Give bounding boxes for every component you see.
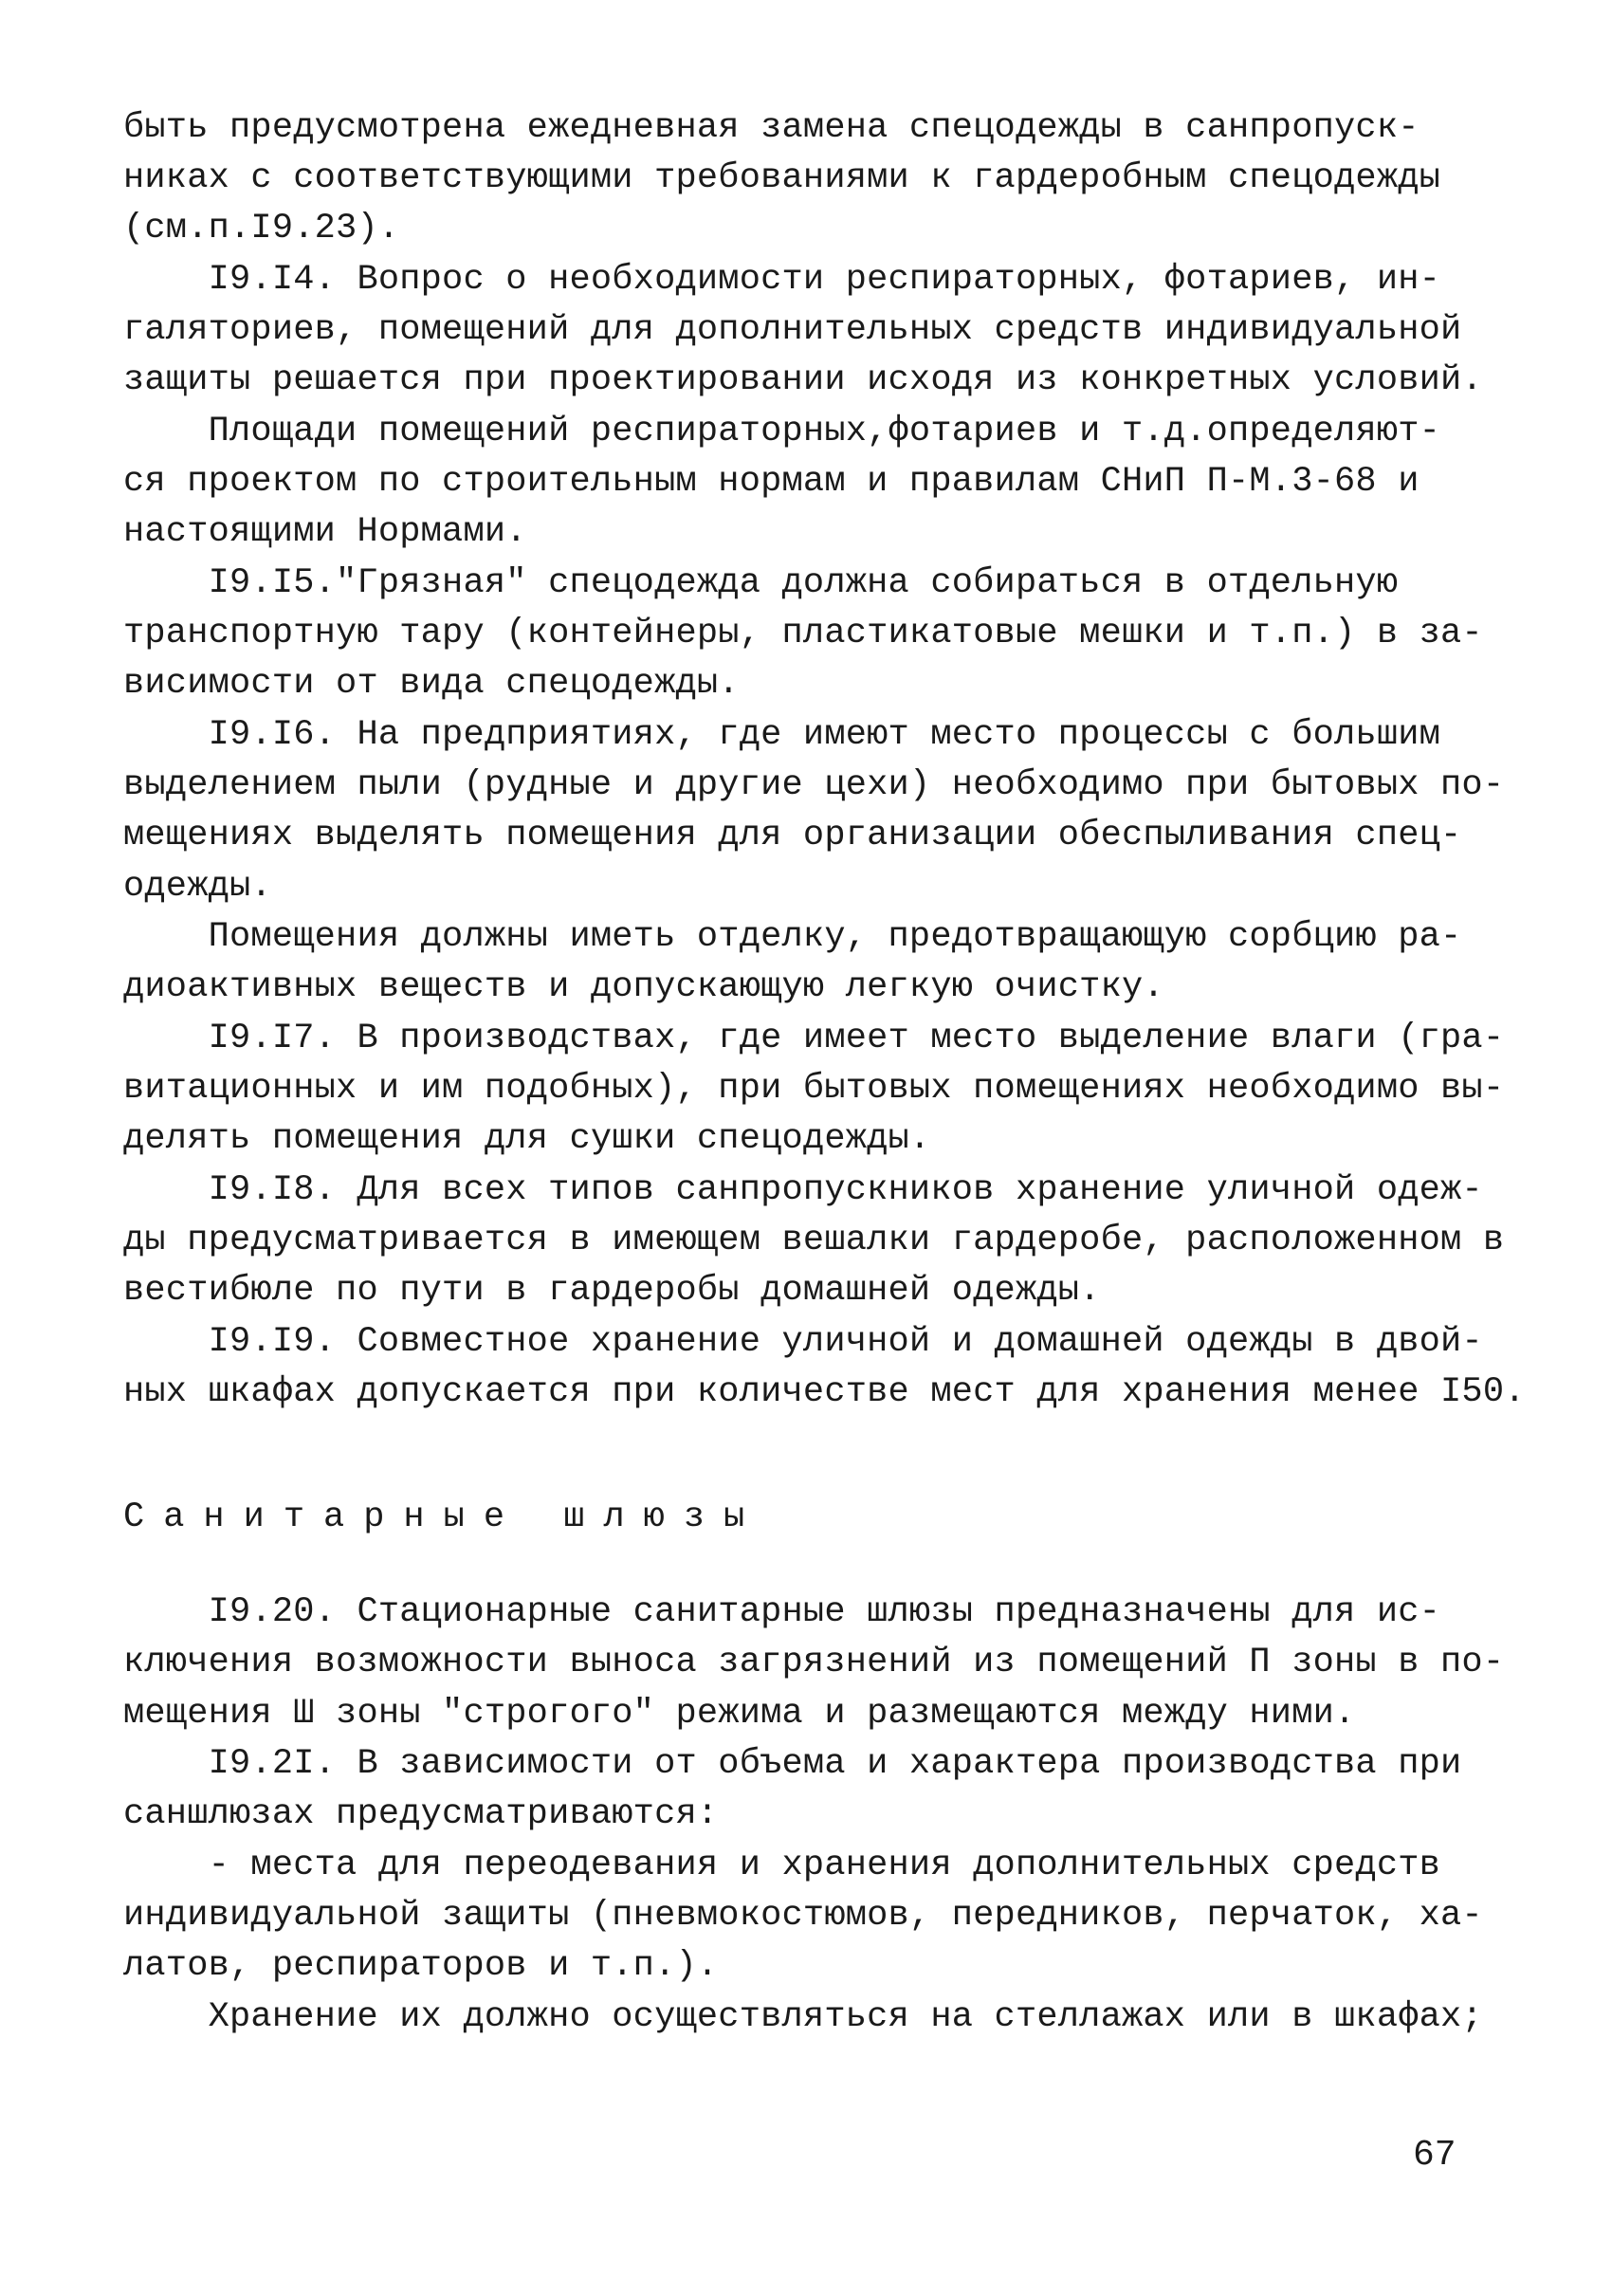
text-line: Помещения должны иметь отделку, предотвращающую сорбцию ра- (123, 917, 1462, 957)
text-line: галяториев, помещений для дополнительных средств индивидуальной (123, 310, 1462, 350)
text-line: витационных и им подобных), при бытовых помещениях необходимо вы- (123, 1069, 1505, 1109)
text-line: мещения Ш зоны "строгого" режима и размещаются между ними. (123, 1694, 1356, 1734)
text-line: делять помещения для сушки спецодежды. (123, 1119, 931, 1159)
text-line: настоящими Нормами. (123, 512, 527, 552)
text-line: ных шкафах допускается при количестве мест для хранения менее I50. (123, 1372, 1526, 1412)
text-line: I9.I6. На предприятиях, где имеют место процессы с большим (123, 715, 1441, 755)
text-line: I9.I7. В производствах, где имеет место выделение влаги (гра- (123, 1019, 1505, 1058)
text-line: одежды. (123, 867, 272, 907)
text-line: быть предусмотрена ежедневная замена спецодежды в санпропуск- (123, 108, 1420, 148)
text-line: (см.п.I9.23). (123, 209, 400, 248)
text-line: мещениях выделять помещения для организации обеспыливания спец- (123, 816, 1462, 855)
text-line: саншлюзах предусматриваются: (123, 1794, 719, 1834)
page-number: 67 (1413, 2135, 1456, 2176)
text-line: транспортную тару (контейнеры, пластикатовые мешки и т.п.) в за- (123, 614, 1483, 653)
text-line: I9.I4. Вопрос о необходимости респираторных, фотариев, ин- (123, 260, 1441, 300)
text-line: диоактивных веществ и допускающую легкую очистку. (123, 967, 1164, 1007)
text-line: защиты решается при проектировании исходя из конкретных условий. (123, 360, 1483, 400)
text-line: висимости от вида спецодежды. (123, 664, 740, 704)
section-heading: Санитарные шлюзы (123, 1497, 764, 1537)
text-line: I9.I8. Для всех типов санпропускников хранение уличной одеж- (123, 1170, 1483, 1210)
text-line: ды предусматривается в имеющем вешалки гардеробе, расположенном в (123, 1221, 1505, 1260)
text-line: ключения возможности выноса загрязнений из помещений П зоны в по- (123, 1643, 1505, 1682)
text-line: - места для переодевания и хранения дополнительных средств (123, 1846, 1441, 1885)
text-line: I9.I9. Совместное хранение уличной и домашней одежды в двой- (123, 1322, 1483, 1362)
text-line: Хранение их должно осуществляться на стеллажах или в шкафах; (123, 1997, 1483, 2037)
text-line: индивидуальной защиты (пневмокостюмов, передников, перчаток, ха- (123, 1896, 1483, 1936)
text-line: латов, респираторов и т.п.). (123, 1946, 719, 1986)
text-line: I9.2I. В зависимости от объема и характера производства при (123, 1744, 1462, 1784)
text-line: Площади помещений респираторных,фотариев и т.д.определяют- (123, 412, 1441, 451)
text-line: вестибюле по пути в гардеробы домашней одежды. (123, 1271, 1101, 1311)
text-line: I9.20. Стационарные санитарные шлюзы предназначены для ис- (123, 1592, 1441, 1632)
text-line: ся проектом по строительным нормам и правилам СНиП П-М.3-68 и (123, 462, 1420, 502)
text-line: выделением пыли (рудные и другие цехи) необходимо при бытовых по- (123, 765, 1505, 805)
text-line: I9.I5."Грязная" спецодежда должна собираться в отдельную (123, 563, 1399, 603)
text-line: никах с соответствующими требованиями к гардеробным спецодежды (123, 158, 1441, 198)
